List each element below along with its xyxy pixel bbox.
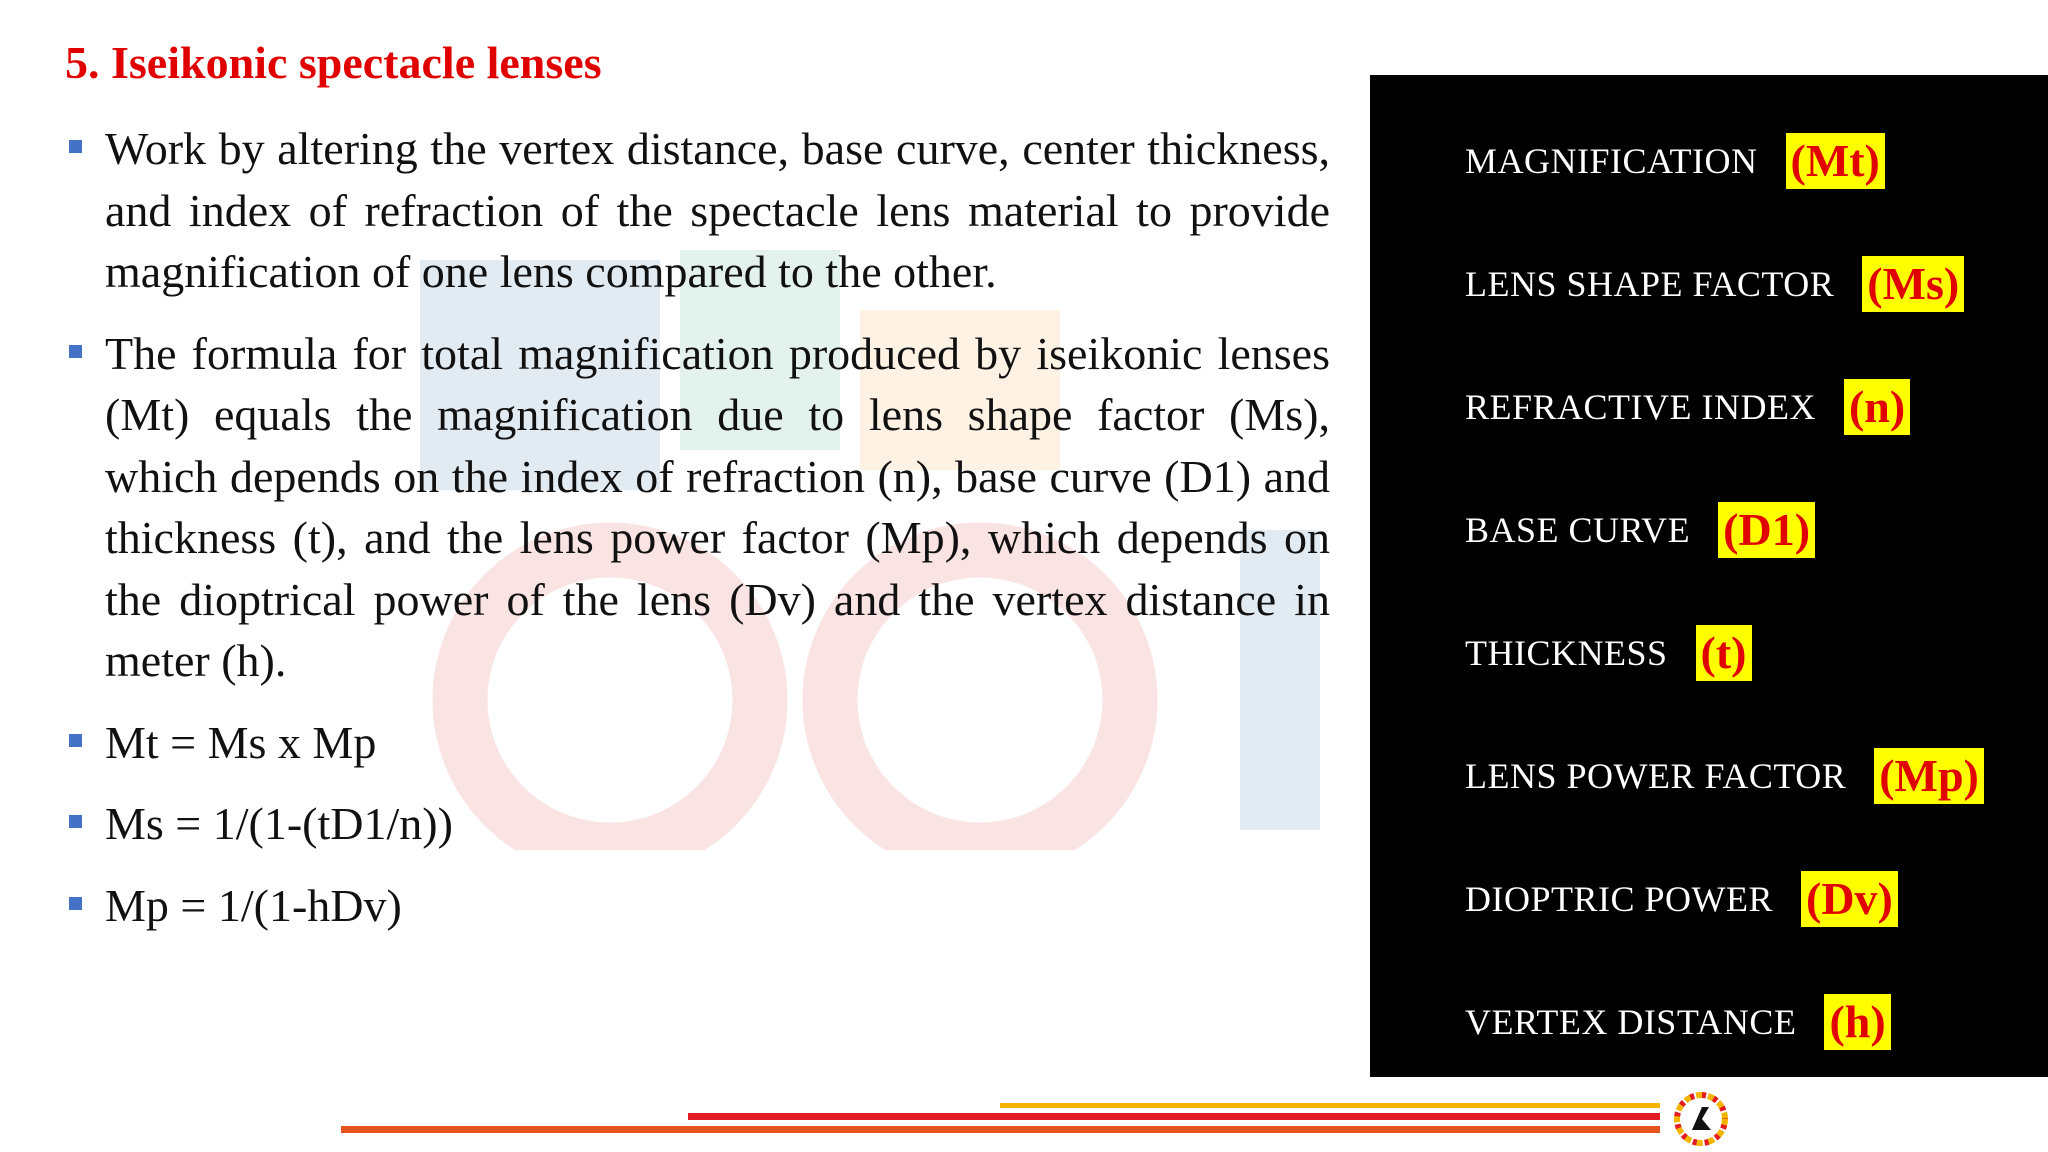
legend-label: LENS POWER FACTOR [1465,756,1847,796]
legend-label: MAGNIFICATION [1465,141,1758,181]
legend-abbr: (h) [1824,994,1890,1050]
bullet-text: The formula for total magnification produced by iseikonic lenses (Mt) equals the magnification due to lens shape factor (Ms), which depends on the index of refraction (n), base curve (D1) and thickness (t), and the lens power factor (Mp), which depends on the dioptrical power of the lens (Dv) and the vertex distance in meter (h). [105,327,1330,686]
square-bullet-icon [69,140,82,153]
formula-item [65,793,1330,855]
footer-line-yellow [1000,1103,1660,1108]
legend-abbr: (Mt) [1786,133,1885,189]
legend-row-vertex-distance [1465,992,1891,1052]
legend-row-base-curve [1465,500,1815,560]
bullet-item [65,118,1330,303]
legend-label: THICKNESS [1465,633,1668,673]
legend-panel [1370,75,2048,1077]
legend-row-magnification [1465,131,1885,191]
legend-row-lens-shape-factor [1465,254,1964,314]
legend-label: LENS SHAPE FACTOR [1465,264,1835,304]
legend-row-dioptric-power [1465,869,1898,929]
legend-abbr: (D1) [1718,502,1815,558]
legend-abbr: (n) [1844,379,1910,435]
legend-abbr: (t) [1696,625,1752,681]
legend-abbr: (Ms) [1862,256,1964,312]
footer-line-orange [341,1126,1660,1133]
legend-abbr: (Mp) [1874,748,1984,804]
slide-title: 5. Iseikonic spectacle lenses [65,37,602,88]
formula-text: Mt = Ms x Mp [105,716,377,768]
square-bullet-icon [69,897,82,910]
formula-item [65,875,1330,937]
formula-text: Ms = 1/(1-(tD1/n)) [105,798,453,849]
formula-text: Mp = 1/(1-hDv) [105,879,402,931]
brand-logo-icon [1672,1090,1730,1148]
legend-label: VERTEX DISTANCE [1465,1002,1797,1042]
legend-label: DIOPTRIC POWER [1465,879,1774,919]
legend-row-lens-power-factor [1465,746,1984,806]
square-bullet-icon [69,345,82,358]
legend-row-thickness [1465,623,1752,683]
formula-item [65,712,1330,774]
square-bullet-icon [69,734,82,747]
legend-abbr: (Dv) [1801,871,1898,927]
legend-row-refractive-index [1465,377,1910,437]
footer-line-red [688,1113,1660,1120]
square-bullet-icon [69,815,82,828]
bullet-text: Work by altering the vertex distance, base curve, center thickness, and index of refraction of the spectacle lens material to provide magnification of one lens compared to the other. [105,123,1330,297]
legend-label: REFRACTIVE INDEX [1465,387,1816,427]
bullet-item [65,323,1330,692]
legend-label: BASE CURVE [1465,510,1691,550]
bullet-list [65,118,1330,956]
